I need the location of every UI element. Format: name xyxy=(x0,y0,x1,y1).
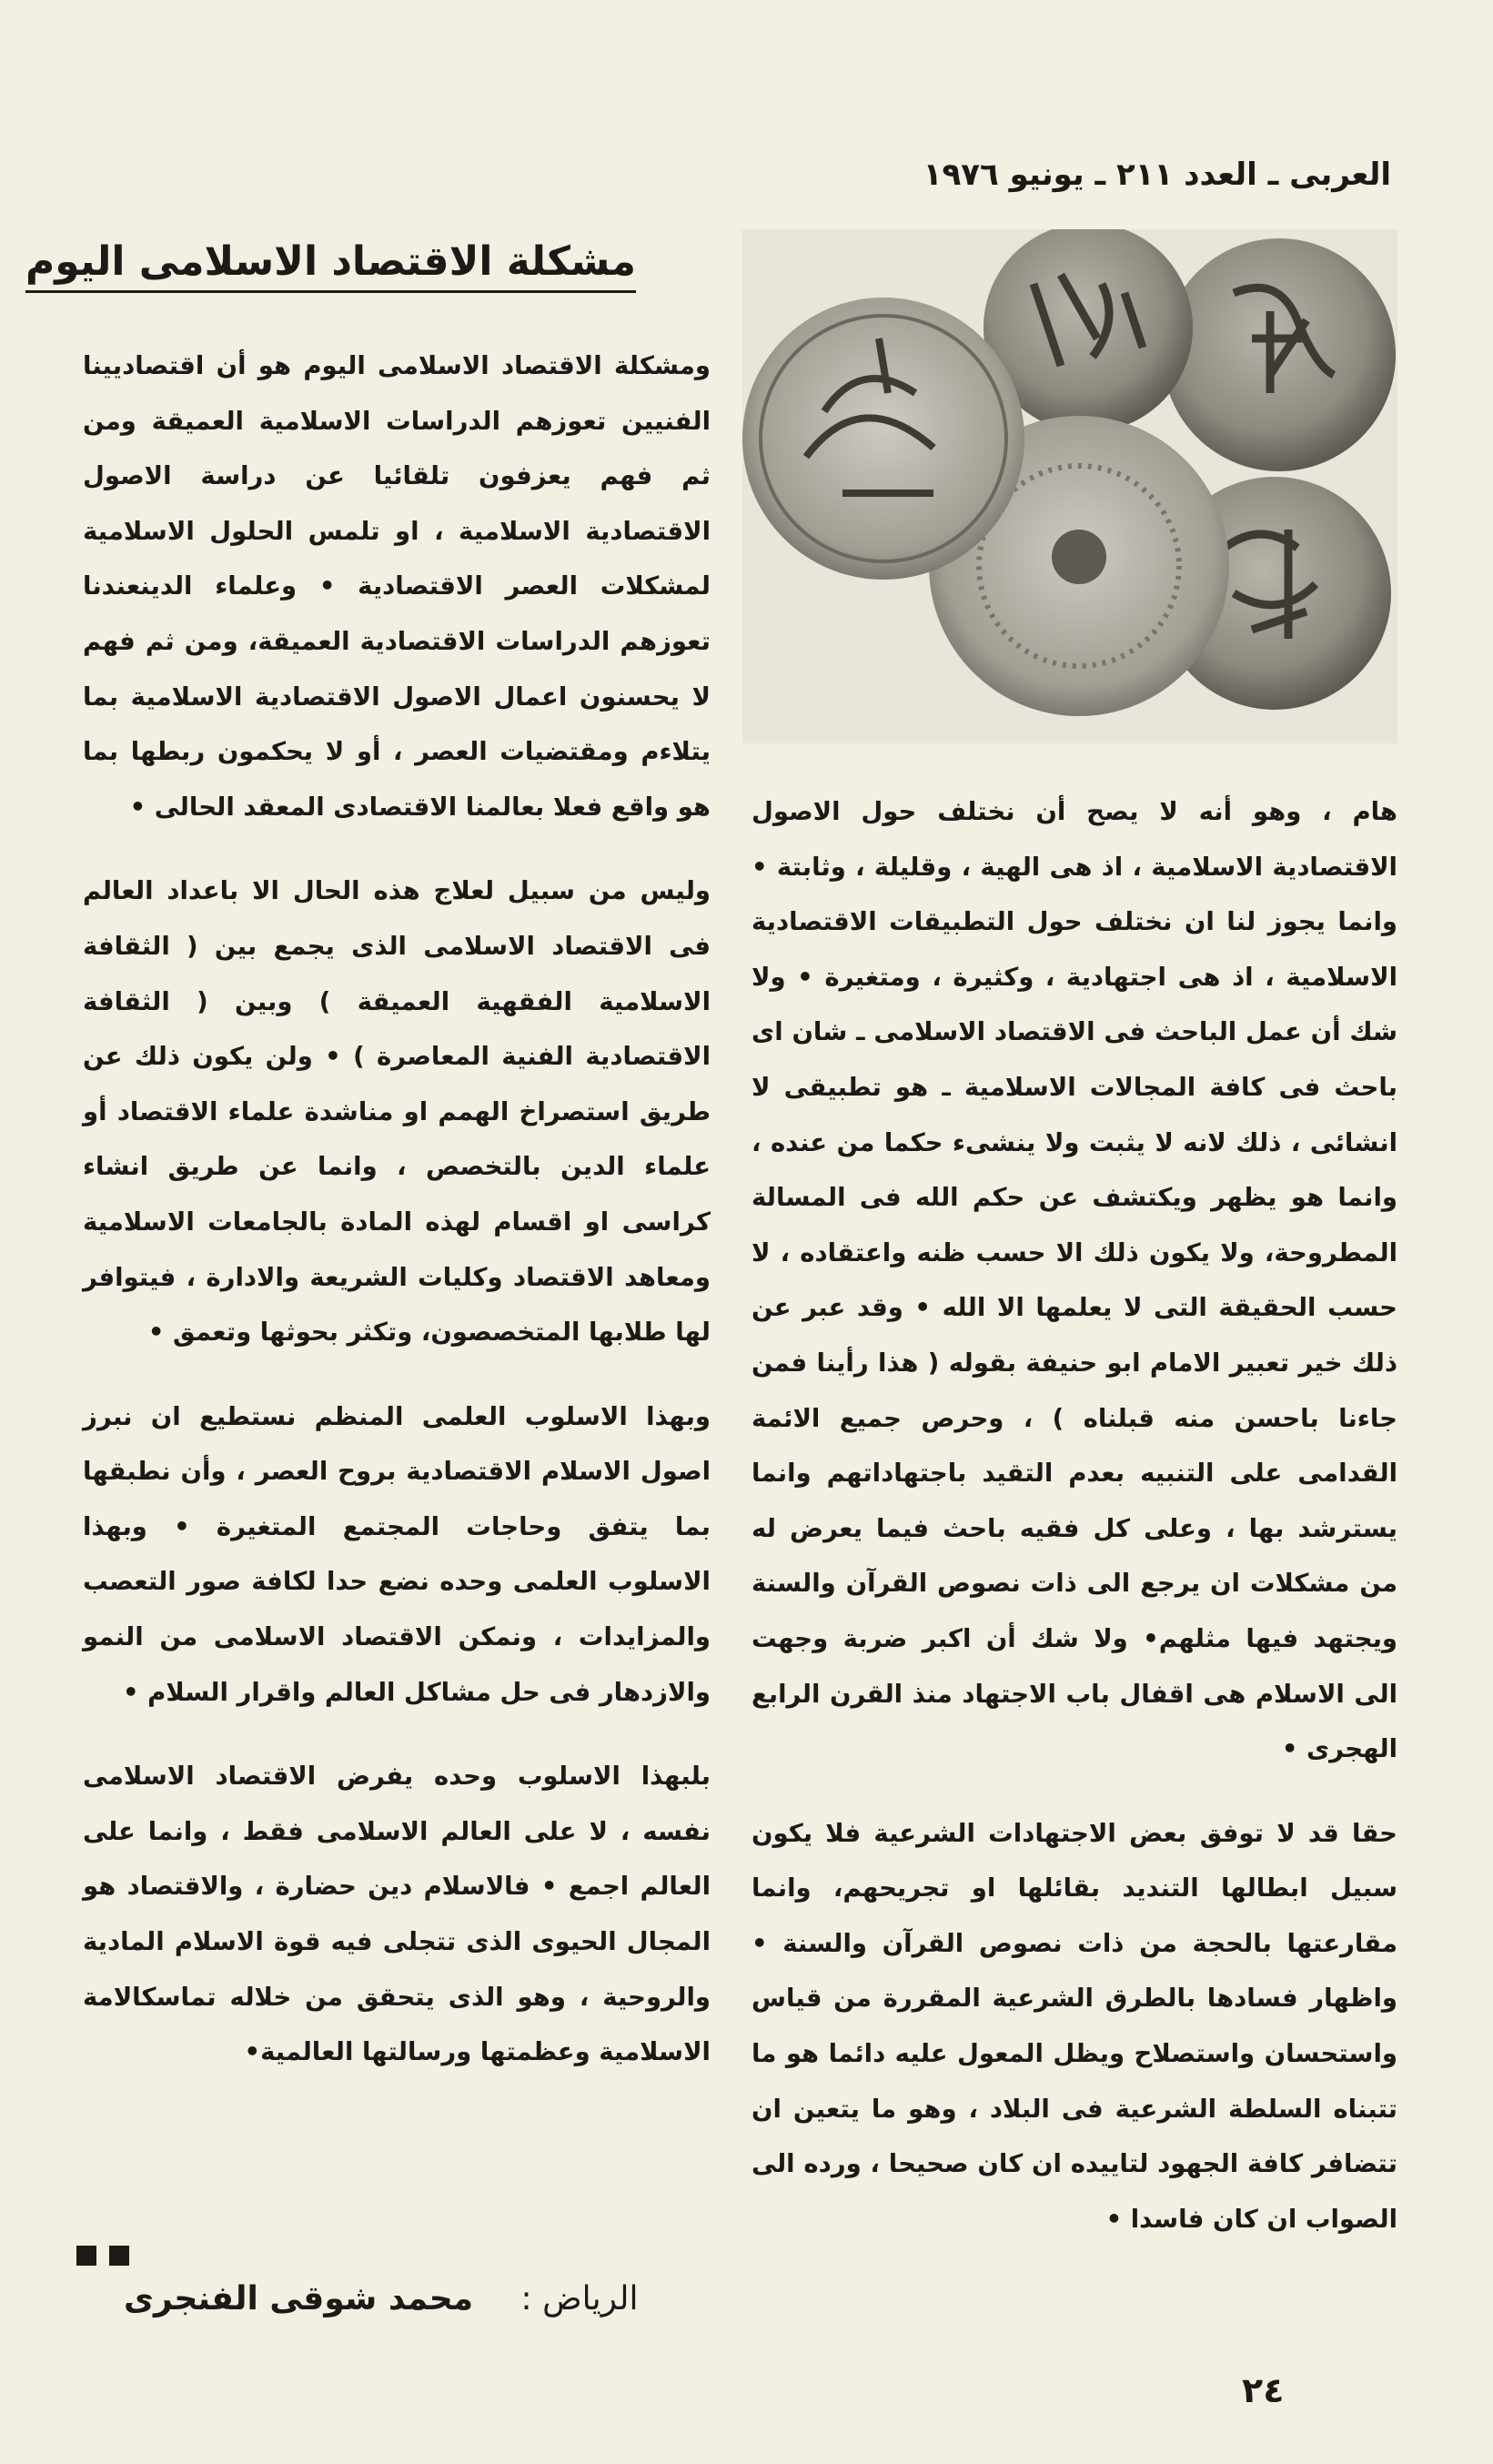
left-column xyxy=(83,338,711,2080)
paragraph: وبهذا الاسلوب العلمى المنظم نستطيع ان نبرز اصول الاسلام الاقتصادية بروح العصر ، وأن نطبقها بما يتفق وحاجات المجتمع المتغيرة • وبهذا الاسلوب العلمى وحده نضع حدا لكافة صور التعصب والمزايدات ، ونمكن الاقتصاد الاسلامى من النمو والازدهار فى حل مشاكل العالم واقرار السلام • xyxy=(83,1401,711,1707)
paragraph: هام ، وهو أنه لا يصح أن نختلف حول الاصول الاقتصادية الاسلامية ، اذ هى الهية ، وقليلة ، وثابتة • وانما يجوز لنا ان نختلف حول التطبيقات الاقتصادية الاسلامية ، اذ هى اجتهادية ، وكثيرة ، ومتغيرة • ولا شك أن عمل الباحث فى الاقتصاد الاسلامى ـ شان اى باحث فى كافة المجالات الاسلامية ـ هو تطبيقى لا انشائى ، ذلك لانه لا يثبت ولا ينشىء حكما من عنده ، وانما هو يظهر ويكتشف عن حكم الله فى المسالة المطروحة، ولا يكون ذلك الا حسب ظنه واعتقاده ، لا حسب الحقيقة التى لا يعلمها الا الله • وقد عبر عن ذلك خير تعبير الامام ابو حنيفة بقوله ( هذا رأينا فمن جاءنا باحسن منه قبلناه ) ، وحرص جميع الائمة القدامى على التنبيه بعدم التقيد باجتهاداتهم وانما يسترشد بها ، وعلى كل فقيه باحث فيما يعرض له من مشكلات ان يرجع الى ذات نصوص القرآن والسنة ويجتهد فيها مثلهم• ولا شك أن اكبر ضربة وجهت الى الاسلام هى اقفال باب الاجتهاد منذ القرن الرابع الهجرى • xyxy=(752,797,1397,1764)
coins-photo xyxy=(742,229,1397,743)
coin-top-right xyxy=(1163,238,1396,471)
paragraph: حقا قد لا توفق بعض الاجتهادات الشرعية فلا يكون سبيل ابطالها التنديد بقائلها او تجريحهم، وانما مقارعتها بالحجة من ذات نصوص القرآن والسنة • واظهار فسادها بالطرق الشرعية المقررة من قياس واستحسان واستصلاح ويظل المعول عليه دائما هو ما تتبناه السلطة الشرعية فى البلاد ، وهو ما يتعين ان تتضافر كافة الجهود لتاييده ان كان صحيحا ، ورده الى الصواب ان كان فاسدا • xyxy=(752,1818,1397,2234)
article-title: مشكلة الاقتصاد الاسلامى اليوم xyxy=(25,238,636,293)
paragraph: بلبهذا الاسلوب وحده يفرض الاقتصاد الاسلامى نفسه ، لا على العالم الاسلامى فقط ، وانما على العالم اجمع • فالاسلام دين حضارة ، والاقتصاد هو المجال الحيوى الذى تتجلى فيه قوة الاسلام المادية والروحية ، وهو الذى يتحقق من خلاله تماسكالامة الاسلامية وعظمتها ورسالتها العالمية• xyxy=(83,1762,711,2067)
right-column xyxy=(752,784,1397,2247)
end-of-article-marks xyxy=(76,2246,129,2266)
coin-left xyxy=(742,298,1024,580)
author-signature xyxy=(124,2280,638,2318)
author-city: الرياض : xyxy=(520,2280,639,2318)
end-square-icon xyxy=(109,2246,129,2266)
running-header: العربى ـ العدد ٢١١ ـ يونيو ١٩٧٦ xyxy=(923,157,1391,193)
page-number: ٢٤ xyxy=(1242,2370,1285,2410)
end-square-icon xyxy=(76,2246,96,2266)
author-name: محمد شوقى الفنجرى xyxy=(124,2280,473,2318)
paragraph: وليس من سبيل لعلاج هذه الحال الا باعداد العالم فى الاقتصاد الاسلامى الذى يجمع بين ( الثقافة الاسلامية الفقهية العميقة ) وبين ( الثقافة الاقتصادية الفنية المعاصرة ) • ولن يكون ذلك عن طريق استصراخ الهمم او مناشدة علماء الاقتصاد أو علماء الدين بالتخصص ، وانما عن طريق انشاء كراسى او اقسام لهذه المادة بالجامعات الاسلامية ومعاهد الاقتصاد وكليات الشريعة والادارة ، فيتوافر لها طلابها المتخصصون، وتكثر بحوثها وتعمق • xyxy=(83,876,711,1348)
paragraph: ومشكلة الاقتصاد الاسلامى اليوم هو أن اقتصاديينا الفنيين تعوزهم الدراسات الاسلامية العميقة ومن ثم فهم يعزفون تلقائيا عن دراسة الاصول الاقتصادية الاسلامية ، او تلمس الحلول الاسلامية لمشكلات العصر الاقتصادية • وعلماء الدينعندنا تعوزهم الدراسات الاقتصادية العميقة، ومن ثم فهم لا يحسنون اعمال الاصول الاقتصادية الاسلامية بما يتلاءم ومقتضيات العصر ، أو لا يحكمون ربطها بما هو واقع فعلا بعالمنا الاقتصادى المعقد الحالى • xyxy=(83,351,711,822)
